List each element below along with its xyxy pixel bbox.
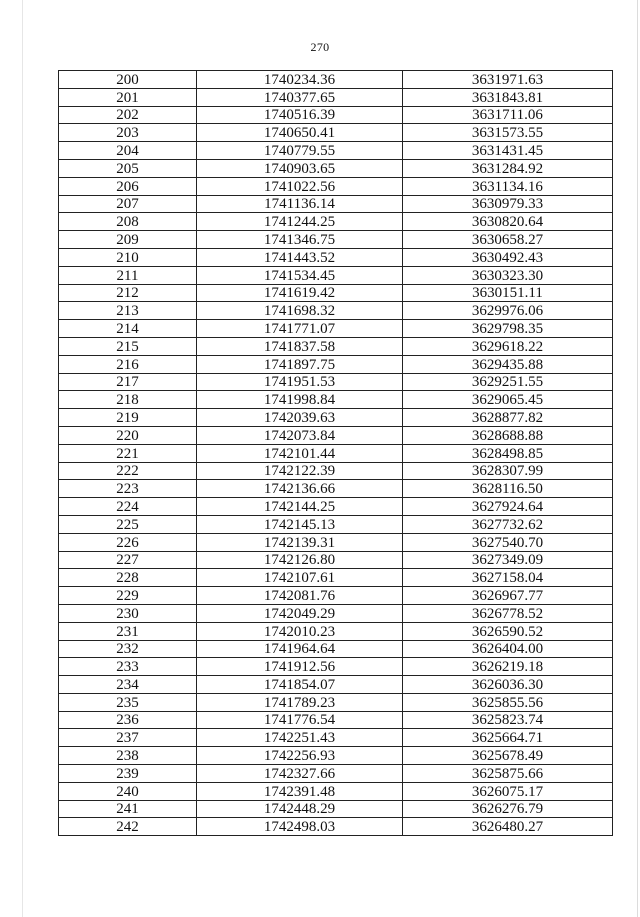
x-coordinate-cell: 1741244.25: [197, 213, 403, 231]
y-coordinate-cell: 3630323.30: [403, 266, 613, 284]
x-coordinate-cell: 1742327.66: [197, 765, 403, 783]
y-coordinate-cell: 3626276.79: [403, 800, 613, 818]
table-row: [59, 800, 613, 818]
point-number-cell: 240: [59, 782, 197, 800]
point-number-cell: 208: [59, 213, 197, 231]
x-coordinate-cell: 1742256.93: [197, 747, 403, 765]
point-number-cell: 204: [59, 142, 197, 160]
x-coordinate-cell: 1741837.58: [197, 337, 403, 355]
point-number-cell: 242: [59, 818, 197, 836]
y-coordinate-cell: 3628116.50: [403, 480, 613, 498]
table-row: [59, 284, 613, 302]
y-coordinate-cell: 3628877.82: [403, 409, 613, 427]
table-row: [59, 782, 613, 800]
point-number-cell: 220: [59, 426, 197, 444]
x-coordinate-cell: 1742448.29: [197, 800, 403, 818]
table-row: [59, 71, 613, 89]
y-coordinate-cell: 3628307.99: [403, 462, 613, 480]
y-coordinate-cell: 3631711.06: [403, 106, 613, 124]
x-coordinate-cell: 1742049.29: [197, 604, 403, 622]
table-row: [59, 622, 613, 640]
point-number-cell: 213: [59, 302, 197, 320]
point-number-cell: 201: [59, 88, 197, 106]
x-coordinate-cell: 1742391.48: [197, 782, 403, 800]
x-coordinate-cell: 1741022.56: [197, 177, 403, 195]
table-row: [59, 124, 613, 142]
point-number-cell: 210: [59, 248, 197, 266]
table-row: [59, 320, 613, 338]
point-number-cell: 232: [59, 640, 197, 658]
point-number-cell: 209: [59, 231, 197, 249]
x-coordinate-cell: 1740377.65: [197, 88, 403, 106]
y-coordinate-cell: 3626404.00: [403, 640, 613, 658]
y-coordinate-cell: 3631431.45: [403, 142, 613, 160]
table-row: [59, 676, 613, 694]
y-coordinate-cell: 3626967.77: [403, 587, 613, 605]
table-row: [59, 640, 613, 658]
y-coordinate-cell: 3626590.52: [403, 622, 613, 640]
x-coordinate-cell: 1741534.45: [197, 266, 403, 284]
x-coordinate-cell: 1742144.25: [197, 498, 403, 516]
point-number-cell: 224: [59, 498, 197, 516]
y-coordinate-cell: 3631134.16: [403, 177, 613, 195]
table-row: [59, 177, 613, 195]
y-coordinate-cell: 3630492.43: [403, 248, 613, 266]
table-row: [59, 248, 613, 266]
table-row: [59, 391, 613, 409]
table-row: [59, 88, 613, 106]
y-coordinate-cell: 3628498.85: [403, 444, 613, 462]
table-row: [59, 142, 613, 160]
point-number-cell: 237: [59, 729, 197, 747]
x-coordinate-cell: 1742145.13: [197, 515, 403, 533]
table-row: [59, 444, 613, 462]
x-coordinate-cell: 1740903.65: [197, 159, 403, 177]
x-coordinate-cell: 1741619.42: [197, 284, 403, 302]
x-coordinate-cell: 1742039.63: [197, 409, 403, 427]
y-coordinate-cell: 3627349.09: [403, 551, 613, 569]
point-number-cell: 205: [59, 159, 197, 177]
y-coordinate-cell: 3627924.64: [403, 498, 613, 516]
x-coordinate-cell: 1742101.44: [197, 444, 403, 462]
x-coordinate-cell: 1741951.53: [197, 373, 403, 391]
y-coordinate-cell: 3629618.22: [403, 337, 613, 355]
point-number-cell: 221: [59, 444, 197, 462]
table-row: [59, 480, 613, 498]
y-coordinate-cell: 3629251.55: [403, 373, 613, 391]
point-number-cell: 202: [59, 106, 197, 124]
y-coordinate-cell: 3626480.27: [403, 818, 613, 836]
page-number: 270: [310, 40, 330, 54]
point-number-cell: 207: [59, 195, 197, 213]
point-number-cell: 238: [59, 747, 197, 765]
x-coordinate-cell: 1740779.55: [197, 142, 403, 160]
point-number-cell: 228: [59, 569, 197, 587]
y-coordinate-cell: 3627158.04: [403, 569, 613, 587]
y-coordinate-cell: 3631971.63: [403, 71, 613, 89]
y-coordinate-cell: 3625855.56: [403, 693, 613, 711]
y-coordinate-cell: 3630820.64: [403, 213, 613, 231]
x-coordinate-cell: 1742107.61: [197, 569, 403, 587]
table-row: [59, 658, 613, 676]
point-number-cell: 229: [59, 587, 197, 605]
point-number-cell: 200: [59, 71, 197, 89]
x-coordinate-cell: 1742251.43: [197, 729, 403, 747]
x-coordinate-cell: 1742139.31: [197, 533, 403, 551]
table-row: [59, 693, 613, 711]
x-coordinate-cell: 1741854.07: [197, 676, 403, 694]
y-coordinate-cell: 3630658.27: [403, 231, 613, 249]
point-number-cell: 225: [59, 515, 197, 533]
point-number-cell: 218: [59, 391, 197, 409]
table-row: [59, 266, 613, 284]
table-row: [59, 533, 613, 551]
table-row: [59, 355, 613, 373]
y-coordinate-cell: 3627732.62: [403, 515, 613, 533]
x-coordinate-cell: 1742498.03: [197, 818, 403, 836]
table-row: [59, 213, 613, 231]
point-number-cell: 235: [59, 693, 197, 711]
y-coordinate-cell: 3631843.81: [403, 88, 613, 106]
table-row: [59, 337, 613, 355]
point-number-cell: 203: [59, 124, 197, 142]
table-row: [59, 231, 613, 249]
point-number-cell: 219: [59, 409, 197, 427]
point-number-cell: 239: [59, 765, 197, 783]
y-coordinate-cell: 3631284.92: [403, 159, 613, 177]
point-number-cell: 211: [59, 266, 197, 284]
y-coordinate-cell: 3628688.88: [403, 426, 613, 444]
x-coordinate-cell: 1741897.75: [197, 355, 403, 373]
table-row: [59, 604, 613, 622]
x-coordinate-cell: 1742126.80: [197, 551, 403, 569]
y-coordinate-cell: 3626219.18: [403, 658, 613, 676]
point-number-cell: 236: [59, 711, 197, 729]
x-coordinate-cell: 1741771.07: [197, 320, 403, 338]
point-number-cell: 217: [59, 373, 197, 391]
x-coordinate-cell: 1742073.84: [197, 426, 403, 444]
point-number-cell: 227: [59, 551, 197, 569]
coordinates-table: [58, 70, 613, 836]
y-coordinate-cell: 3629065.45: [403, 391, 613, 409]
table-row: [59, 711, 613, 729]
x-coordinate-cell: 1741912.56: [197, 658, 403, 676]
point-number-cell: 223: [59, 480, 197, 498]
table-row: [59, 515, 613, 533]
y-coordinate-cell: 3626075.17: [403, 782, 613, 800]
table-row: [59, 426, 613, 444]
point-number-cell: 226: [59, 533, 197, 551]
y-coordinate-cell: 3625823.74: [403, 711, 613, 729]
y-coordinate-cell: 3625678.49: [403, 747, 613, 765]
table-row: [59, 302, 613, 320]
x-coordinate-cell: 1742081.76: [197, 587, 403, 605]
x-coordinate-cell: 1742122.39: [197, 462, 403, 480]
point-number-cell: 216: [59, 355, 197, 373]
x-coordinate-cell: 1741346.75: [197, 231, 403, 249]
point-number-cell: 234: [59, 676, 197, 694]
point-number-cell: 241: [59, 800, 197, 818]
table-row: [59, 106, 613, 124]
point-number-cell: 212: [59, 284, 197, 302]
table-row: [59, 159, 613, 177]
table-row: [59, 747, 613, 765]
table-row: [59, 551, 613, 569]
point-number-cell: 231: [59, 622, 197, 640]
x-coordinate-cell: 1741776.54: [197, 711, 403, 729]
x-coordinate-cell: 1740516.39: [197, 106, 403, 124]
table-row: [59, 373, 613, 391]
table-row: [59, 818, 613, 836]
y-coordinate-cell: 3629798.35: [403, 320, 613, 338]
y-coordinate-cell: 3625875.66: [403, 765, 613, 783]
y-coordinate-cell: 3629976.06: [403, 302, 613, 320]
table-row: [59, 729, 613, 747]
x-coordinate-cell: 1741789.23: [197, 693, 403, 711]
point-number-cell: 222: [59, 462, 197, 480]
x-coordinate-cell: 1740650.41: [197, 124, 403, 142]
table-row: [59, 765, 613, 783]
table-row: [59, 587, 613, 605]
x-coordinate-cell: 1741136.14: [197, 195, 403, 213]
table-row: [59, 498, 613, 516]
table-row: [59, 569, 613, 587]
y-coordinate-cell: 3630979.33: [403, 195, 613, 213]
table-row: [59, 195, 613, 213]
scan-edge-left: [22, 0, 23, 917]
x-coordinate-cell: 1742010.23: [197, 622, 403, 640]
y-coordinate-cell: 3626778.52: [403, 604, 613, 622]
y-coordinate-cell: 3627540.70: [403, 533, 613, 551]
point-number-cell: 206: [59, 177, 197, 195]
coordinates-table-body: [59, 71, 613, 836]
point-number-cell: 214: [59, 320, 197, 338]
y-coordinate-cell: 3625664.71: [403, 729, 613, 747]
x-coordinate-cell: 1741964.64: [197, 640, 403, 658]
x-coordinate-cell: 1741998.84: [197, 391, 403, 409]
x-coordinate-cell: 1741698.32: [197, 302, 403, 320]
x-coordinate-cell: 1742136.66: [197, 480, 403, 498]
point-number-cell: 230: [59, 604, 197, 622]
y-coordinate-cell: 3626036.30: [403, 676, 613, 694]
x-coordinate-cell: 1741443.52: [197, 248, 403, 266]
scan-edge-right: [637, 0, 638, 917]
x-coordinate-cell: 1740234.36: [197, 71, 403, 89]
y-coordinate-cell: 3629435.88: [403, 355, 613, 373]
point-number-cell: 233: [59, 658, 197, 676]
table-row: [59, 462, 613, 480]
point-number-cell: 215: [59, 337, 197, 355]
table-row: [59, 409, 613, 427]
y-coordinate-cell: 3631573.55: [403, 124, 613, 142]
y-coordinate-cell: 3630151.11: [403, 284, 613, 302]
